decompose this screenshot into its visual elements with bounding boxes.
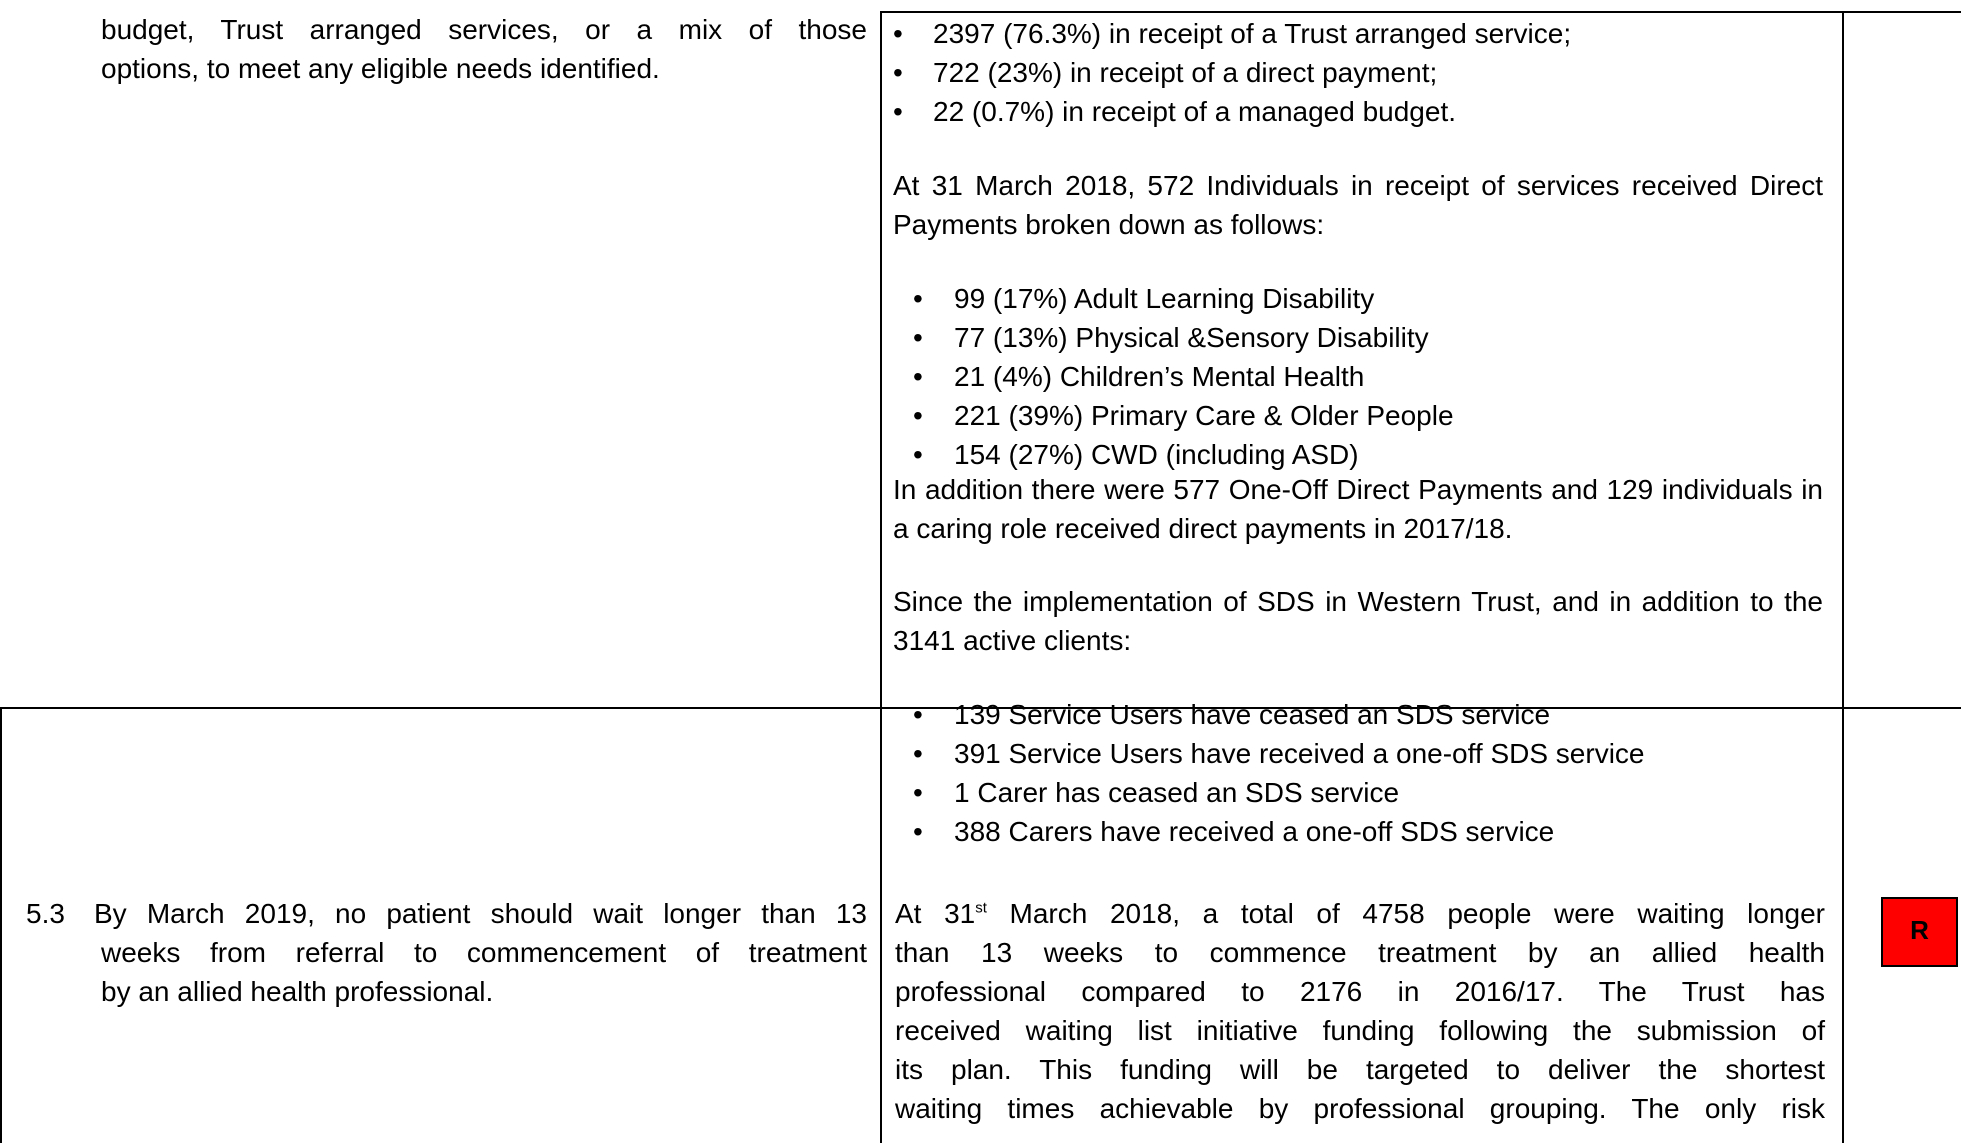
programme-breakdown-list — [893, 279, 1823, 474]
sds-paragraph: Since the implementation of SDS in Western Trust, and in addition to the 3141 active clients: — [893, 586, 1823, 656]
progress-text-line: than 13 weeks to commence treatment by an allied health — [895, 937, 1825, 968]
list-item: • 2397 (76.3%) in receipt of a Trust arranged service; — [893, 18, 1572, 49]
target-text-line: By March 2019, no patient should wait longer than 13 — [94, 898, 867, 929]
target-text-line: by an allied health professional. — [101, 976, 494, 1007]
progress-cell-upper — [893, 14, 1823, 851]
column-divider-2 — [1842, 11, 1844, 1143]
one-off-paragraph: In addition there were 577 One-Off Direct Payments and 129 individuals in a caring role received direct payments in 2017/18. — [893, 474, 1823, 544]
list-item: • 391 Service Users have received a one-off SDS service — [913, 738, 1645, 769]
service-type-list — [893, 14, 1823, 131]
status-label: R — [1910, 915, 1929, 945]
sds-outcome-list — [893, 695, 1823, 851]
target-text-line: budget, Trust arranged services, or a mix of those — [101, 14, 867, 45]
target-text-block — [26, 894, 867, 1011]
progress-text-line: At 31st March 2018, a total of 4758 people were waiting longer — [895, 898, 1825, 929]
list-item: • 21 (4%) Children’s Mental Health — [913, 361, 1365, 392]
progress-text-line: received waiting list initiative funding following the submission of — [895, 1015, 1825, 1046]
status-badge — [1881, 897, 1958, 967]
column-divider-1 — [880, 11, 882, 1143]
list-item: • 1 Carer has ceased an SDS service — [913, 777, 1400, 808]
list-item: • 77 (13%) Physical &Sensory Disability — [913, 322, 1429, 353]
ordinal-suffix: st — [975, 899, 987, 917]
list-item: • 722 (23%) in receipt of a direct payment; — [893, 57, 1438, 88]
list-item: • 388 Carers have received a one-off SDS service — [913, 816, 1555, 847]
target-text-line: weeks from referral to commencement of treatment — [101, 937, 867, 968]
list-item: • 99 (17%) Adult Learning Disability — [913, 283, 1375, 314]
list-item: • 154 (27%) CWD (including ASD) — [913, 439, 1359, 470]
progress-text-line: its plan. This funding will be targeted to deliver the shortest — [895, 1054, 1825, 1085]
progress-text-line: waiting times achievable by professional grouping. The only risk — [895, 1093, 1825, 1124]
table-left-border — [0, 707, 2, 1143]
progress-text-line: professional compared to 2176 in 2016/17. The Trust has — [895, 976, 1825, 1007]
list-item: • 139 Service Users have ceased an SDS service — [913, 699, 1551, 730]
target-cell-5-3 — [26, 894, 867, 1011]
target-cell-upper — [101, 10, 867, 88]
target-text-line: options, to meet any eligible needs identified. — [101, 53, 660, 84]
target-number: 5.3 — [26, 898, 65, 929]
list-item: • 221 (39%) Primary Care & Older People — [913, 400, 1454, 431]
progress-cell-5-3 — [895, 894, 1825, 1128]
direct-payments-paragraph: At 31 March 2018, 572 Individuals in receipt of services received Direct Payments broken down as follows: — [893, 170, 1823, 240]
list-item: • 22 (0.7%) in receipt of a managed budget. — [893, 96, 1457, 127]
table-top-border — [880, 11, 1961, 13]
